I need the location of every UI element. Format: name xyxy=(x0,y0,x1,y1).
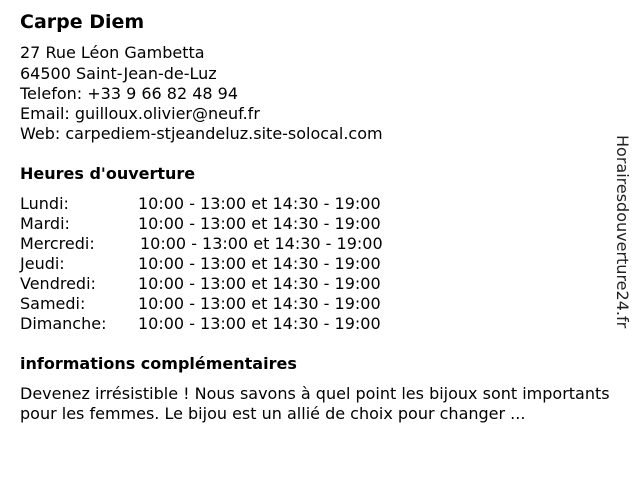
hours-time: 10:00 - 13:00 et 14:30 - 19:00 xyxy=(138,214,381,233)
address-street: 27 Rue Léon Gambetta xyxy=(20,43,205,62)
additional-info-heading: informations complémentaires xyxy=(20,354,297,373)
hours-row xyxy=(20,314,440,334)
hours-row xyxy=(20,294,440,314)
phone-line: Telefon: +33 9 66 82 48 94 xyxy=(20,84,239,103)
hours-row xyxy=(20,214,440,234)
address-city: 64500 Saint-Jean-de-Luz xyxy=(20,64,217,83)
email-line: Email: guilloux.olivier@neuf.fr xyxy=(20,104,260,123)
hours-day: Vendredi: xyxy=(20,274,96,293)
hours-time: 10:00 - 13:00 et 14:30 - 19:00 xyxy=(138,194,381,213)
hours-row xyxy=(20,254,440,274)
hours-time: 10:00 - 13:00 et 14:30 - 19:00 xyxy=(138,274,381,293)
hours-row xyxy=(20,194,440,214)
hours-day: Dimanche: xyxy=(20,314,107,333)
hours-day: Jeudi: xyxy=(20,254,65,273)
hours-time: 10:00 - 13:00 et 14:30 - 19:00 xyxy=(138,294,381,313)
web-line: Web: carpediem-stjeandeluz.site-solocal.com xyxy=(20,124,383,143)
hours-day: Samedi: xyxy=(20,294,86,313)
hours-row xyxy=(20,274,440,294)
hours-row xyxy=(20,234,440,254)
hours-day: Lundi: xyxy=(20,194,69,213)
description-text: Devenez irrésistible ! Nous savons à quel point les bijoux sont importants pour les femmes. Le bijou est un allié de choix pour changer ... xyxy=(20,384,610,423)
hours-time: 10:00 - 13:00 et 14:30 - 19:00 xyxy=(138,254,381,273)
business-name: Carpe Diem xyxy=(20,11,145,33)
site-watermark: Horairesdouverture24.fr xyxy=(613,135,632,329)
hours-time: 10:00 - 13:00 et 14:30 - 19:00 xyxy=(140,234,383,253)
opening-hours-heading: Heures d'ouverture xyxy=(20,164,196,183)
hours-day: Mercredi: xyxy=(20,234,95,253)
hours-day: Mardi: xyxy=(20,214,70,233)
hours-time: 10:00 - 13:00 et 14:30 - 19:00 xyxy=(138,314,381,333)
